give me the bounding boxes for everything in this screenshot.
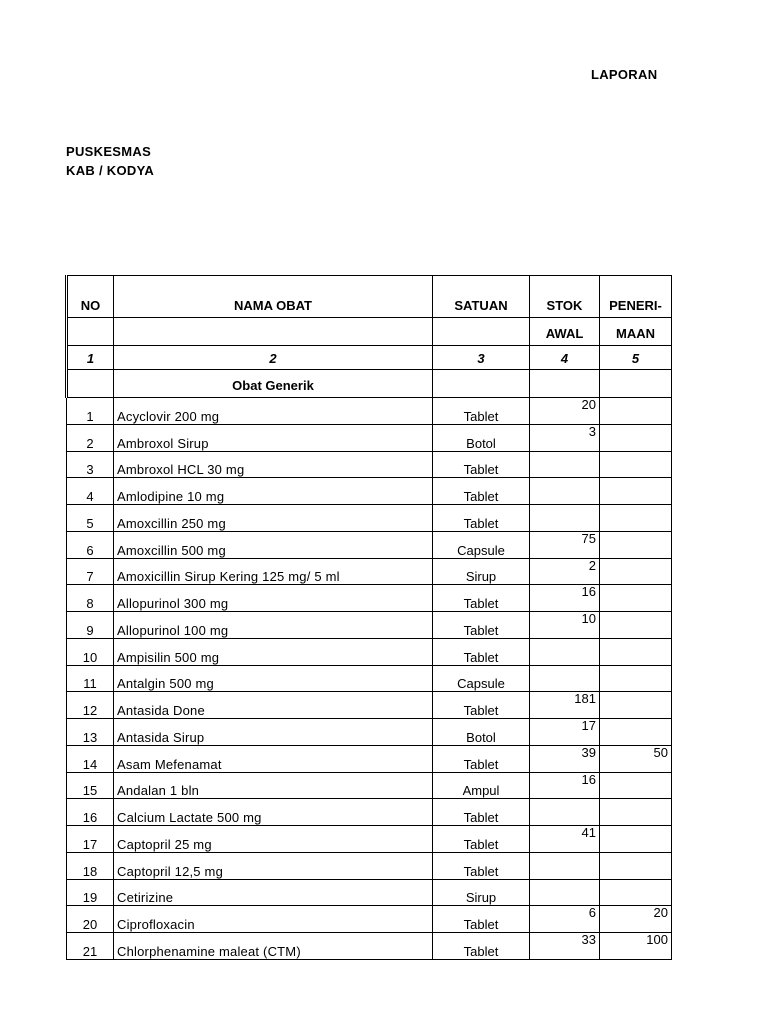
drug-name: Antasida Sirup (114, 719, 433, 746)
table-row (67, 612, 672, 639)
section-blank-cell (433, 370, 530, 398)
drug-unit: Botol (433, 719, 530, 746)
table-row (67, 826, 672, 853)
table-row (67, 451, 672, 478)
row-number: 1 (67, 398, 114, 425)
section-title: Obat Generik (114, 370, 433, 398)
section-blank-cell (530, 370, 600, 398)
drug-name: Andalan 1 bln (114, 772, 433, 799)
penerimaan-value (600, 692, 672, 719)
row-number: 10 (67, 638, 114, 665)
row-number: 2 (67, 424, 114, 451)
drug-unit: Sirup (433, 879, 530, 906)
row-number: 9 (67, 612, 114, 639)
drug-name: Chlorphenamine maleat (CTM) (114, 933, 433, 960)
table-row (67, 879, 672, 906)
table-row (67, 424, 672, 451)
stok-awal-value (530, 638, 600, 665)
row-number: 4 (67, 478, 114, 505)
column-number: 4 (530, 346, 600, 370)
drug-unit: Capsule (433, 531, 530, 558)
row-number: 7 (67, 558, 114, 585)
column-number: 1 (67, 346, 114, 370)
drug-unit: Tablet (433, 585, 530, 612)
row-number: 21 (67, 933, 114, 960)
stok-awal-value (530, 451, 600, 478)
penerimaan-value (600, 478, 672, 505)
header-blank-cell (433, 318, 530, 346)
drug-stock-table (65, 275, 672, 960)
stok-awal-value: 75 (530, 531, 600, 558)
row-number: 16 (67, 799, 114, 826)
column-header-unit: SATUAN (433, 276, 530, 318)
stok-awal-value: 10 (530, 612, 600, 639)
table-row (67, 906, 672, 933)
penerimaan-value (600, 879, 672, 906)
drug-unit: Sirup (433, 558, 530, 585)
table-row (67, 745, 672, 772)
column-number: 2 (114, 346, 433, 370)
drug-name: Amoxcillin 500 mg (114, 531, 433, 558)
column-header-stok-line1: STOK (530, 276, 600, 318)
row-number: 14 (67, 745, 114, 772)
table-row (67, 505, 672, 532)
drug-name: Ambroxol Sirup (114, 424, 433, 451)
drug-unit: Tablet (433, 398, 530, 425)
table-row (67, 478, 672, 505)
drug-name: Amoxicillin Sirup Kering 125 mg/ 5 ml (114, 558, 433, 585)
table-row (67, 638, 672, 665)
table-row (67, 692, 672, 719)
stok-awal-value: 20 (530, 398, 600, 425)
drug-name: Allopurinol 300 mg (114, 585, 433, 612)
drug-name: Captopril 12,5 mg (114, 852, 433, 879)
penerimaan-value: 50 (600, 745, 672, 772)
drug-name: Calcium Lactate 500 mg (114, 799, 433, 826)
header-blank-cell (67, 318, 114, 346)
column-header-stok-line2: AWAL (530, 318, 600, 346)
drug-name: Amlodipine 10 mg (114, 478, 433, 505)
stok-awal-value (530, 665, 600, 692)
drug-unit: Tablet (433, 933, 530, 960)
penerimaan-value (600, 665, 672, 692)
drug-unit: Tablet (433, 906, 530, 933)
penerimaan-value (600, 424, 672, 451)
drug-unit: Tablet (433, 799, 530, 826)
stok-awal-value: 16 (530, 772, 600, 799)
kab-kodya-label: KAB / KODYA (66, 163, 155, 178)
header-row (67, 276, 672, 318)
stok-awal-value: 17 (530, 719, 600, 746)
table-row (67, 852, 672, 879)
section-blank-cell (600, 370, 672, 398)
drug-name: Amoxcillin 250 mg (114, 505, 433, 532)
drug-name: Ambroxol HCL 30 mg (114, 451, 433, 478)
drug-unit: Botol (433, 424, 530, 451)
column-header-penerimaan-line1: PENERI- (600, 276, 672, 318)
drug-name: Allopurinol 100 mg (114, 612, 433, 639)
row-number: 13 (67, 719, 114, 746)
drug-name: Antalgin 500 mg (114, 665, 433, 692)
table-row (67, 665, 672, 692)
drug-unit: Tablet (433, 638, 530, 665)
penerimaan-value (600, 451, 672, 478)
column-header-no: NO (67, 276, 114, 318)
row-number: 8 (67, 585, 114, 612)
report-title: LAPORAN (591, 67, 658, 82)
table-row (67, 531, 672, 558)
penerimaan-value (600, 772, 672, 799)
column-header-penerimaan-line2: MAAN (600, 318, 672, 346)
row-number: 5 (67, 505, 114, 532)
table-row (67, 799, 672, 826)
row-number: 17 (67, 826, 114, 853)
row-number: 20 (67, 906, 114, 933)
column-number: 3 (433, 346, 530, 370)
row-number: 12 (67, 692, 114, 719)
drug-unit: Tablet (433, 745, 530, 772)
stok-awal-value (530, 879, 600, 906)
stok-awal-value: 6 (530, 906, 600, 933)
drug-unit: Tablet (433, 505, 530, 532)
column-header-name: NAMA OBAT (114, 276, 433, 318)
drug-unit: Ampul (433, 772, 530, 799)
drug-unit: Tablet (433, 852, 530, 879)
stok-awal-value: 16 (530, 585, 600, 612)
section-blank-cell (67, 370, 114, 398)
table-row (67, 933, 672, 960)
drug-unit: Tablet (433, 612, 530, 639)
drug-name: Captopril 25 mg (114, 826, 433, 853)
stok-awal-value: 33 (530, 933, 600, 960)
table-row (67, 772, 672, 799)
penerimaan-value (600, 531, 672, 558)
section-row (67, 370, 672, 398)
table-row (67, 585, 672, 612)
row-number: 19 (67, 879, 114, 906)
penerimaan-value (600, 398, 672, 425)
penerimaan-value (600, 852, 672, 879)
drug-name: Antasida Done (114, 692, 433, 719)
drug-unit: Capsule (433, 665, 530, 692)
puskesmas-label: PUSKESMAS (66, 144, 152, 159)
row-number: 11 (67, 665, 114, 692)
drug-name: Cetirizine (114, 879, 433, 906)
penerimaan-value (600, 558, 672, 585)
penerimaan-value (600, 505, 672, 532)
stok-awal-value: 2 (530, 558, 600, 585)
row-number: 3 (67, 451, 114, 478)
column-number: 5 (600, 346, 672, 370)
drug-name: Acyclovir 200 mg (114, 398, 433, 425)
stok-awal-value (530, 852, 600, 879)
stok-awal-value: 181 (530, 692, 600, 719)
drug-unit: Tablet (433, 692, 530, 719)
row-number: 15 (67, 772, 114, 799)
stok-awal-value (530, 478, 600, 505)
penerimaan-value (600, 638, 672, 665)
stok-awal-value (530, 505, 600, 532)
table-row (67, 558, 672, 585)
header-blank-cell (114, 318, 433, 346)
penerimaan-value (600, 612, 672, 639)
drug-unit: Tablet (433, 451, 530, 478)
table-row (67, 398, 672, 425)
table-row (67, 719, 672, 746)
drug-unit: Tablet (433, 478, 530, 505)
stok-awal-value (530, 799, 600, 826)
penerimaan-value (600, 826, 672, 853)
penerimaan-value (600, 585, 672, 612)
stok-awal-value: 3 (530, 424, 600, 451)
penerimaan-value: 20 (600, 906, 672, 933)
drug-unit: Tablet (433, 826, 530, 853)
stok-awal-value: 41 (530, 826, 600, 853)
penerimaan-value: 100 (600, 933, 672, 960)
penerimaan-value (600, 719, 672, 746)
stok-awal-value: 39 (530, 745, 600, 772)
drug-name: Ciprofloxacin (114, 906, 433, 933)
penerimaan-value (600, 799, 672, 826)
row-number: 18 (67, 852, 114, 879)
header-row-2 (67, 318, 672, 346)
drug-name: Ampisilin 500 mg (114, 638, 433, 665)
drug-name: Asam Mefenamat (114, 745, 433, 772)
row-number: 6 (67, 531, 114, 558)
column-number-row (67, 346, 672, 370)
